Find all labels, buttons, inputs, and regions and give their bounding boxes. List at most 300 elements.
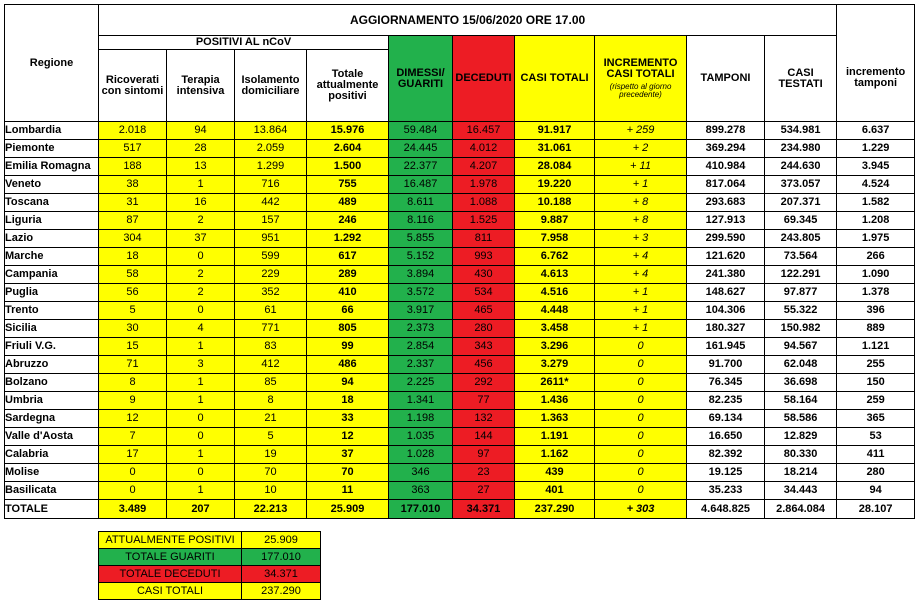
table-row	[5, 356, 915, 374]
cell-regione: Lombardia	[5, 122, 99, 140]
cell-casi-testati: 2.864.084	[765, 500, 837, 519]
cell-incremento-tamponi: 1.208	[837, 212, 915, 230]
cell-ricoverati: 17	[99, 446, 167, 464]
cell-totale-positivi: 70	[307, 464, 389, 482]
cell-incremento: + 2	[595, 140, 687, 158]
table-row	[5, 410, 915, 428]
cell-terapia: 0	[167, 302, 235, 320]
cell-isolamento: 1.299	[235, 158, 307, 176]
header-casi-testati: CASI TESTATI	[765, 36, 837, 122]
cell-isolamento: 8	[235, 392, 307, 410]
total-row	[5, 500, 915, 519]
cell-dimessi: 5.152	[389, 248, 453, 266]
cell-incremento-tamponi: 94	[837, 482, 915, 500]
cell-casi-totali: 401	[515, 482, 595, 500]
header-tamponi: TAMPONI	[687, 36, 765, 122]
cell-incremento: + 1	[595, 176, 687, 194]
cell-incremento-tamponi: 266	[837, 248, 915, 266]
cell-totale-positivi: 617	[307, 248, 389, 266]
cell-deceduti: 1.088	[453, 194, 515, 212]
cell-isolamento: 22.213	[235, 500, 307, 519]
cell-tamponi: 161.945	[687, 338, 765, 356]
cell-totale-positivi: 1.500	[307, 158, 389, 176]
table-row	[5, 140, 915, 158]
cell-incremento: 0	[595, 446, 687, 464]
cell-totale-positivi: 37	[307, 446, 389, 464]
cell-isolamento: 13.864	[235, 122, 307, 140]
cell-terapia: 1	[167, 392, 235, 410]
cell-casi-totali: 237.290	[515, 500, 595, 519]
cell-incremento-tamponi: 1.121	[837, 338, 915, 356]
cell-terapia: 4	[167, 320, 235, 338]
cell-totale-positivi: 755	[307, 176, 389, 194]
cell-ricoverati: 2.018	[99, 122, 167, 140]
cell-casi-testati: 55.322	[765, 302, 837, 320]
table-row	[5, 482, 915, 500]
cell-regione: Campania	[5, 266, 99, 284]
cell-tamponi: 127.913	[687, 212, 765, 230]
cell-dimessi: 3.572	[389, 284, 453, 302]
cell-terapia: 0	[167, 248, 235, 266]
cell-dimessi: 177.010	[389, 500, 453, 519]
table-row	[5, 248, 915, 266]
cell-casi-testati: 244.630	[765, 158, 837, 176]
cell-deceduti: 34.371	[453, 500, 515, 519]
cell-isolamento: 157	[235, 212, 307, 230]
cell-isolamento: 83	[235, 338, 307, 356]
cell-isolamento: 599	[235, 248, 307, 266]
cell-terapia: 13	[167, 158, 235, 176]
cell-deceduti: 132	[453, 410, 515, 428]
cell-casi-testati: 36.698	[765, 374, 837, 392]
cell-dimessi: 1.035	[389, 428, 453, 446]
cell-ricoverati: 30	[99, 320, 167, 338]
cell-terapia: 0	[167, 410, 235, 428]
cell-incremento: 0	[595, 356, 687, 374]
cell-deceduti: 811	[453, 230, 515, 248]
cell-dimessi: 5.855	[389, 230, 453, 248]
cell-ricoverati: 517	[99, 140, 167, 158]
cell-incremento: 0	[595, 374, 687, 392]
cell-casi-testati: 534.981	[765, 122, 837, 140]
table-row	[5, 338, 915, 356]
cell-casi-testati: 94.567	[765, 338, 837, 356]
cell-casi-testati: 73.564	[765, 248, 837, 266]
cell-incremento: + 259	[595, 122, 687, 140]
cell-dimessi: 3.917	[389, 302, 453, 320]
cell-regione: Molise	[5, 464, 99, 482]
cell-casi-totali: 1.436	[515, 392, 595, 410]
cell-ricoverati: 56	[99, 284, 167, 302]
cell-terapia: 2	[167, 212, 235, 230]
cell-ricoverati: 7	[99, 428, 167, 446]
cell-isolamento: 951	[235, 230, 307, 248]
cell-casi-totali: 28.084	[515, 158, 595, 176]
cell-deceduti: 4.207	[453, 158, 515, 176]
summary-label: ATTUALMENTE POSITIVI	[99, 532, 242, 549]
cell-tamponi: 82.235	[687, 392, 765, 410]
cell-casi-totali: 4.516	[515, 284, 595, 302]
cell-totale-positivi: 15.976	[307, 122, 389, 140]
cell-terapia: 207	[167, 500, 235, 519]
table-row	[5, 428, 915, 446]
table-row	[5, 302, 915, 320]
cell-incremento-tamponi: 396	[837, 302, 915, 320]
cell-regione: Sardegna	[5, 410, 99, 428]
cell-regione: Marche	[5, 248, 99, 266]
cell-regione: Trento	[5, 302, 99, 320]
cell-deceduti: 292	[453, 374, 515, 392]
cell-terapia: 16	[167, 194, 235, 212]
cell-deceduti: 465	[453, 302, 515, 320]
cell-ricoverati: 8	[99, 374, 167, 392]
cell-tamponi: 299.590	[687, 230, 765, 248]
header-isolamento: Isolamento domiciliare	[235, 50, 307, 122]
table-row	[5, 392, 915, 410]
cell-casi-totali: 3.458	[515, 320, 595, 338]
cell-incremento-tamponi: 28.107	[837, 500, 915, 519]
cell-tamponi: 148.627	[687, 284, 765, 302]
cell-dimessi: 363	[389, 482, 453, 500]
cell-incremento-tamponi: 411	[837, 446, 915, 464]
header-positivi-group: POSITIVI AL nCoV	[99, 36, 389, 50]
cell-regione: Puglia	[5, 284, 99, 302]
cell-terapia: 1	[167, 374, 235, 392]
cell-regione: Calabria	[5, 446, 99, 464]
cell-isolamento: 771	[235, 320, 307, 338]
cell-tamponi: 410.984	[687, 158, 765, 176]
cell-totale-positivi: 11	[307, 482, 389, 500]
cell-terapia: 2	[167, 284, 235, 302]
cell-incremento-tamponi: 1.090	[837, 266, 915, 284]
cell-incremento: 0	[595, 392, 687, 410]
cell-incremento-tamponi: 1.975	[837, 230, 915, 248]
cell-totale-positivi: 489	[307, 194, 389, 212]
cell-regione: Lazio	[5, 230, 99, 248]
cell-totale-positivi: 94	[307, 374, 389, 392]
cell-terapia: 1	[167, 338, 235, 356]
cell-incremento: 0	[595, 410, 687, 428]
cell-casi-testati: 97.877	[765, 284, 837, 302]
header-ricoverati: Ricoverati con sintomi	[99, 50, 167, 122]
cell-casi-totali: 31.061	[515, 140, 595, 158]
cell-deceduti: 23	[453, 464, 515, 482]
cell-casi-totali: 91.917	[515, 122, 595, 140]
cell-deceduti: 16.457	[453, 122, 515, 140]
table-row	[5, 158, 915, 176]
cell-dimessi: 2.337	[389, 356, 453, 374]
cell-terapia: 3	[167, 356, 235, 374]
cell-incremento-tamponi: 6.637	[837, 122, 915, 140]
cell-totale-positivi: 25.909	[307, 500, 389, 519]
header-incremento-note: (rispetto al giorno precedente)	[609, 82, 672, 99]
cell-incremento-tamponi: 255	[837, 356, 915, 374]
cell-casi-totali: 439	[515, 464, 595, 482]
cell-deceduti: 77	[453, 392, 515, 410]
cell-casi-totali: 4.448	[515, 302, 595, 320]
summary-row	[99, 549, 321, 566]
cell-casi-totali: 4.613	[515, 266, 595, 284]
cell-isolamento: 10	[235, 482, 307, 500]
cell-dimessi: 16.487	[389, 176, 453, 194]
cell-dimessi: 346	[389, 464, 453, 482]
cell-deceduti: 27	[453, 482, 515, 500]
cell-totale-positivi: 410	[307, 284, 389, 302]
cell-terapia: 1	[167, 446, 235, 464]
cell-regione: Sicilia	[5, 320, 99, 338]
cell-totale-positivi: 99	[307, 338, 389, 356]
cell-isolamento: 70	[235, 464, 307, 482]
cell-casi-testati: 234.980	[765, 140, 837, 158]
cell-isolamento: 412	[235, 356, 307, 374]
summary-value: 237.290	[242, 583, 321, 600]
header-blank	[837, 5, 915, 36]
summary-label: CASI TOTALI	[99, 583, 242, 600]
cell-casi-testati: 243.805	[765, 230, 837, 248]
cell-regione: Bolzano	[5, 374, 99, 392]
cell-totale-positivi: 2.604	[307, 140, 389, 158]
cell-tamponi: 82.392	[687, 446, 765, 464]
cell-incremento: 0	[595, 482, 687, 500]
cell-tamponi: 104.306	[687, 302, 765, 320]
covid-regions-table	[4, 4, 915, 519]
table-row	[5, 266, 915, 284]
cell-dimessi: 2.225	[389, 374, 453, 392]
cell-casi-testati: 150.982	[765, 320, 837, 338]
cell-ricoverati: 0	[99, 464, 167, 482]
cell-casi-testati: 58.586	[765, 410, 837, 428]
cell-casi-totali: 1.191	[515, 428, 595, 446]
cell-terapia: 28	[167, 140, 235, 158]
cell-casi-totali: 3.279	[515, 356, 595, 374]
cell-ricoverati: 87	[99, 212, 167, 230]
cell-tamponi: 241.380	[687, 266, 765, 284]
cell-ricoverati: 38	[99, 176, 167, 194]
cell-casi-testati: 34.443	[765, 482, 837, 500]
cell-casi-testati: 80.330	[765, 446, 837, 464]
cell-tamponi: 16.650	[687, 428, 765, 446]
cell-tamponi: 121.620	[687, 248, 765, 266]
table-row	[5, 230, 915, 248]
cell-isolamento: 61	[235, 302, 307, 320]
cell-tamponi: 19.125	[687, 464, 765, 482]
cell-tamponi: 35.233	[687, 482, 765, 500]
cell-isolamento: 352	[235, 284, 307, 302]
cell-terapia: 0	[167, 464, 235, 482]
cell-ricoverati: 58	[99, 266, 167, 284]
cell-isolamento: 21	[235, 410, 307, 428]
summary-row	[99, 532, 321, 549]
cell-ricoverati: 71	[99, 356, 167, 374]
cell-totale-positivi: 66	[307, 302, 389, 320]
header-incremento-label: INCREMENTO CASI TOTALI	[603, 57, 678, 80]
table-body	[5, 122, 915, 519]
summary-row	[99, 566, 321, 583]
cell-regione: Liguria	[5, 212, 99, 230]
cell-incremento-tamponi: 1.229	[837, 140, 915, 158]
cell-dimessi: 24.445	[389, 140, 453, 158]
cell-incremento: + 8	[595, 194, 687, 212]
summary-label: TOTALE GUARITI	[99, 549, 242, 566]
cell-tamponi: 899.278	[687, 122, 765, 140]
cell-ricoverati: 12	[99, 410, 167, 428]
cell-regione: Basilicata	[5, 482, 99, 500]
cell-regione: Emilia Romagna	[5, 158, 99, 176]
cell-ricoverati: 18	[99, 248, 167, 266]
cell-incremento-tamponi: 3.945	[837, 158, 915, 176]
cell-regione: TOTALE	[5, 500, 99, 519]
cell-deceduti: 343	[453, 338, 515, 356]
cell-incremento: + 1	[595, 320, 687, 338]
cell-regione: Umbria	[5, 392, 99, 410]
cell-tamponi: 76.345	[687, 374, 765, 392]
cell-ricoverati: 3.489	[99, 500, 167, 519]
cell-tamponi: 69.134	[687, 410, 765, 428]
cell-regione: Friuli V.G.	[5, 338, 99, 356]
cell-incremento: + 11	[595, 158, 687, 176]
cell-incremento: + 8	[595, 212, 687, 230]
cell-incremento-tamponi: 889	[837, 320, 915, 338]
cell-dimessi: 2.373	[389, 320, 453, 338]
cell-ricoverati: 9	[99, 392, 167, 410]
header-dimessi: DIMESSI/ GUARITI	[389, 36, 453, 122]
cell-dimessi: 22.377	[389, 158, 453, 176]
cell-incremento: 0	[595, 464, 687, 482]
cell-regione: Abruzzo	[5, 356, 99, 374]
cell-casi-totali: 19.220	[515, 176, 595, 194]
cell-terapia: 1	[167, 482, 235, 500]
cell-deceduti: 4.012	[453, 140, 515, 158]
cell-dimessi: 2.854	[389, 338, 453, 356]
cell-dimessi: 8.116	[389, 212, 453, 230]
cell-dimessi: 1.198	[389, 410, 453, 428]
cell-regione: Veneto	[5, 176, 99, 194]
cell-incremento: + 1	[595, 284, 687, 302]
cell-deceduti: 97	[453, 446, 515, 464]
cell-ricoverati: 31	[99, 194, 167, 212]
cell-casi-testati: 207.371	[765, 194, 837, 212]
cell-incremento-tamponi: 150	[837, 374, 915, 392]
cell-incremento-tamponi: 365	[837, 410, 915, 428]
summary-body	[99, 532, 321, 600]
cell-totale-positivi: 1.292	[307, 230, 389, 248]
cell-casi-totali: 9.887	[515, 212, 595, 230]
cell-dimessi: 3.894	[389, 266, 453, 284]
page-title: AGGIORNAMENTO 15/06/2020 ORE 17.00	[99, 5, 837, 36]
cell-totale-positivi: 12	[307, 428, 389, 446]
cell-regione: Toscana	[5, 194, 99, 212]
summary-row	[99, 583, 321, 600]
cell-totale-positivi: 486	[307, 356, 389, 374]
table-row	[5, 284, 915, 302]
cell-casi-testati: 122.291	[765, 266, 837, 284]
cell-deceduti: 430	[453, 266, 515, 284]
cell-totale-positivi: 18	[307, 392, 389, 410]
cell-deceduti: 144	[453, 428, 515, 446]
cell-incremento: + 1	[595, 302, 687, 320]
header-incremento-tamponi: incremento tamponi	[837, 36, 915, 122]
cell-incremento: + 4	[595, 266, 687, 284]
cell-tamponi: 817.064	[687, 176, 765, 194]
cell-tamponi: 293.683	[687, 194, 765, 212]
cell-incremento-tamponi: 4.524	[837, 176, 915, 194]
cell-casi-totali: 7.958	[515, 230, 595, 248]
cell-dimessi: 8.611	[389, 194, 453, 212]
cell-deceduti: 456	[453, 356, 515, 374]
table-row	[5, 374, 915, 392]
cell-dimessi: 1.028	[389, 446, 453, 464]
table-row	[5, 194, 915, 212]
cell-deceduti: 1.525	[453, 212, 515, 230]
cell-casi-testati: 18.214	[765, 464, 837, 482]
cell-incremento-tamponi: 280	[837, 464, 915, 482]
cell-incremento-tamponi: 259	[837, 392, 915, 410]
cell-terapia: 94	[167, 122, 235, 140]
cell-incremento: + 4	[595, 248, 687, 266]
header-casi-totali: CASI TOTALI	[515, 36, 595, 122]
header-totale-positivi: Totale attualmente positivi	[307, 50, 389, 122]
cell-regione: Piemonte	[5, 140, 99, 158]
cell-incremento: + 303	[595, 500, 687, 519]
header-regione: Regione	[5, 5, 99, 122]
cell-casi-totali: 6.762	[515, 248, 595, 266]
cell-terapia: 37	[167, 230, 235, 248]
cell-deceduti: 280	[453, 320, 515, 338]
header-terapia: Terapia intensiva	[167, 50, 235, 122]
cell-totale-positivi: 246	[307, 212, 389, 230]
cell-tamponi: 180.327	[687, 320, 765, 338]
table-row	[5, 464, 915, 482]
cell-tamponi: 4.648.825	[687, 500, 765, 519]
cell-casi-testati: 12.829	[765, 428, 837, 446]
cell-casi-testati: 58.164	[765, 392, 837, 410]
cell-ricoverati: 15	[99, 338, 167, 356]
table-row	[5, 122, 915, 140]
cell-incremento-tamponi: 1.378	[837, 284, 915, 302]
cell-terapia: 1	[167, 176, 235, 194]
cell-isolamento: 85	[235, 374, 307, 392]
cell-regione: Valle d'Aosta	[5, 428, 99, 446]
summary-value: 25.909	[242, 532, 321, 549]
cell-totale-positivi: 805	[307, 320, 389, 338]
summary-table	[98, 531, 321, 600]
cell-terapia: 0	[167, 428, 235, 446]
cell-ricoverati: 0	[99, 482, 167, 500]
header-deceduti: DECEDUTI	[453, 36, 515, 122]
summary-value: 177.010	[242, 549, 321, 566]
cell-ricoverati: 5	[99, 302, 167, 320]
table-row	[5, 176, 915, 194]
cell-deceduti: 534	[453, 284, 515, 302]
cell-casi-testati: 62.048	[765, 356, 837, 374]
table-row	[5, 446, 915, 464]
cell-totale-positivi: 33	[307, 410, 389, 428]
cell-dimessi: 1.341	[389, 392, 453, 410]
cell-casi-totali: 1.162	[515, 446, 595, 464]
header-incremento	[595, 36, 687, 122]
cell-casi-totali: 3.296	[515, 338, 595, 356]
cell-incremento-tamponi: 1.582	[837, 194, 915, 212]
cell-isolamento: 2.059	[235, 140, 307, 158]
table-row	[5, 212, 915, 230]
cell-isolamento: 229	[235, 266, 307, 284]
summary-value: 34.371	[242, 566, 321, 583]
cell-deceduti: 1.978	[453, 176, 515, 194]
cell-incremento: 0	[595, 338, 687, 356]
cell-isolamento: 442	[235, 194, 307, 212]
cell-incremento: 0	[595, 428, 687, 446]
cell-terapia: 2	[167, 266, 235, 284]
